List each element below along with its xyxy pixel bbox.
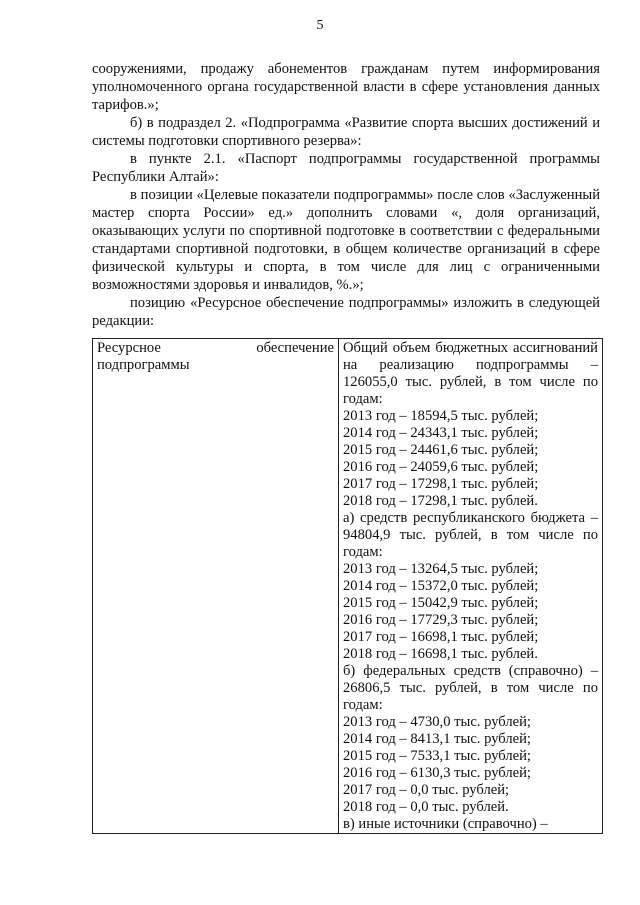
total-2015: 2015 год – 24461,6 тыс. рублей; (343, 442, 539, 458)
republican-2013: 2013 год – 13264,5 тыс. рублей; (343, 561, 539, 577)
resource-provision-table (92, 338, 603, 834)
republican-2014: 2014 год – 15372,0 тыс. рублей; (343, 578, 539, 594)
label-line-1: Ресурсное обеспечение (97, 340, 334, 356)
page-number: 5 (316, 18, 324, 33)
republican-2018: 2018 год – 16698,1 тыс. рублей. (343, 646, 538, 662)
total-2013: 2013 год – 18594,5 тыс. рублей; (343, 408, 539, 424)
total-2014: 2014 год – 24343,1 тыс. рублей; (343, 425, 539, 441)
republican-2015: 2015 год – 15042,9 тыс. рублей; (343, 595, 539, 611)
total-2018: 2018 год – 17298,1 тыс. рублей. (343, 493, 538, 509)
federal-funds-text: б) федеральных средств (справочно) – 26806,5 тыс. рублей, в том числе по годам: (343, 663, 598, 713)
paragraph-point-2-1: в пункте 2.1. «Паспорт подпрограммы государственной программы Республики Алтай»: (92, 151, 600, 185)
table-value-cell (339, 339, 603, 834)
total-allocation-text: Общий объем бюджетных ассигнований на реализацию подпрограммы – 126055,0 тыс. рублей, в том числе по годам: (343, 340, 598, 407)
federal-2018: 2018 год – 0,0 тыс. рублей. (343, 799, 509, 815)
republican-2016: 2016 год – 17729,3 тыс. рублей; (343, 612, 539, 628)
table-row (93, 339, 603, 834)
total-2017: 2017 год – 17298,1 тыс. рублей; (343, 476, 539, 492)
paragraph-continuation: сооружениями, продажу абонементов гражданам путем информирования уполномоченного органа государственной власти в сфере установления данных тарифов.»; (92, 61, 600, 113)
republican-2017: 2017 год – 16698,1 тыс. рублей; (343, 629, 539, 645)
federal-2017: 2017 год – 0,0 тыс. рублей; (343, 782, 510, 798)
other-sources-text: в) иные источники (справочно) – (343, 816, 548, 832)
total-2016: 2016 год – 24059,6 тыс. рублей; (343, 459, 539, 475)
resource-provision-label (97, 340, 334, 374)
document-body (92, 60, 600, 330)
federal-2015: 2015 год – 7533,1 тыс. рублей; (343, 748, 531, 764)
federal-2013: 2013 год – 4730,0 тыс. рублей; (343, 714, 531, 730)
label-line-2: подпрограммы (97, 357, 190, 373)
table-label-cell (93, 339, 339, 834)
paragraph-target-indicators: в позиции «Целевые показатели подпрограммы» после слов «Заслуженный мастер спорта России» ед.» дополнить словами «, доля организаций, оказывающих услуги по спортивной подготовке в соответствии с федеральными стандартами спортивной подготовки, в общем количестве организаций в сфере физической культуры и спорта, в том числе для лиц с ограниченными возможностями здоровья и инвалидов, %.»; (92, 187, 600, 293)
federal-2014: 2014 год – 8413,1 тыс. рублей; (343, 731, 531, 747)
republican-budget-text: а) средств республиканского бюджета – 94804,9 тыс. рублей, в том числе по годам: (343, 510, 598, 560)
paragraph-subsection-b: б) в подраздел 2. «Подпрограмма «Развитие спорта высших достижений и системы подготовки спортивного резерва»: (92, 115, 600, 149)
paragraph-resource-position: позицию «Ресурсное обеспечение подпрограммы» изложить в следующей редакции: (92, 295, 600, 329)
federal-2016: 2016 год – 6130,3 тыс. рублей; (343, 765, 531, 781)
